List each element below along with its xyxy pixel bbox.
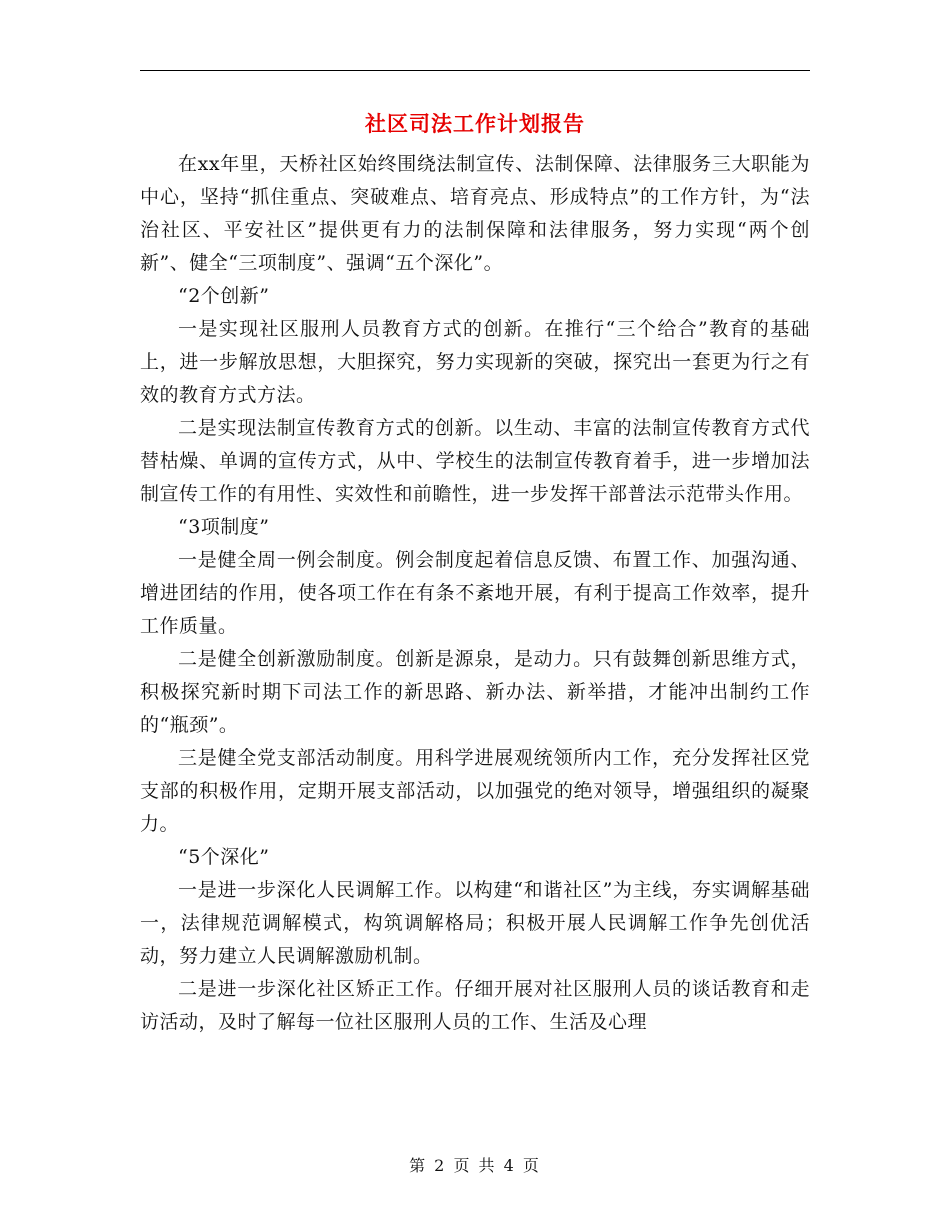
page-number-footer: 第 2 页 共 4 页 [409, 1156, 541, 1175]
section-heading-innovations: “2个创新” [178, 285, 270, 307]
paragraph: 一是实现社区服刑人员教育方式的创新。在推行“三个给合”教育的基础上，进一步解放思想，大胆探究，努力实现新的突破，探究出一套更为行之有效的教育方式方法。 [140, 318, 810, 406]
paragraph: 一是进一步深化人民调解工作。以构建“和谐社区”为主线，夯实调解基础一，法律规范调解模式，构筑调解格局；积极开展人民调解工作争先创优活动，努力建立人民调解激励机制。 [140, 879, 810, 967]
paragraph: 二是进一步深化社区矫正工作。仔细开展对社区服刑人员的谈话教育和走访活动，及时了解每一位社区服刑人员的工作、生活及心理 [140, 978, 810, 1033]
paragraph: 三是健全党支部活动制度。用科学进展观统领所内工作，充分发挥社区党支部的积极作用，定期开展支部活动，以加强党的绝对领导，增强组织的凝聚力。 [140, 747, 810, 835]
header-rule [140, 70, 810, 71]
section-heading-systems: “3项制度” [178, 516, 270, 538]
document-title: 社区司法工作计划报告 [365, 111, 585, 136]
document-body [140, 148, 810, 1039]
paragraph-intro: 在xx年里，天桥社区始终围绕法制宣传、法制保障、法律服务三大职能为中心，坚持“抓住重点、突破难点、培育亮点、形成特点”的工作方针，为“法治社区、平安社区”提供更有力的法制保障和法律服务，努力实现“两个创新”、健全“三项制度”、强调“五个深化”。 [140, 153, 810, 274]
section-heading-deepening: “5个深化” [178, 846, 270, 868]
paragraph: 二是实现法制宣传教育方式的创新。以生动、丰富的法制宣传教育方式代替枯燥、单调的宣传方式，从中、学校生的法制宣传教育着手，进一步增加法制宣传工作的有用性、实效性和前瞻性，进一步发挥干部普法示范带头作用。 [140, 417, 810, 505]
paragraph: 一是健全周一例会制度。例会制度起着信息反馈、布置工作、加强沟通、增进团结的作用，使各项工作在有条不紊地开展，有利于提高工作效率，提升工作质量。 [140, 549, 810, 637]
paragraph: 二是健全创新激励制度。创新是源泉，是动力。只有鼓舞创新思维方式，积极探究新时期下司法工作的新思路、新办法、新举措，才能冲出制约工作的“瓶颈”。 [140, 648, 810, 736]
